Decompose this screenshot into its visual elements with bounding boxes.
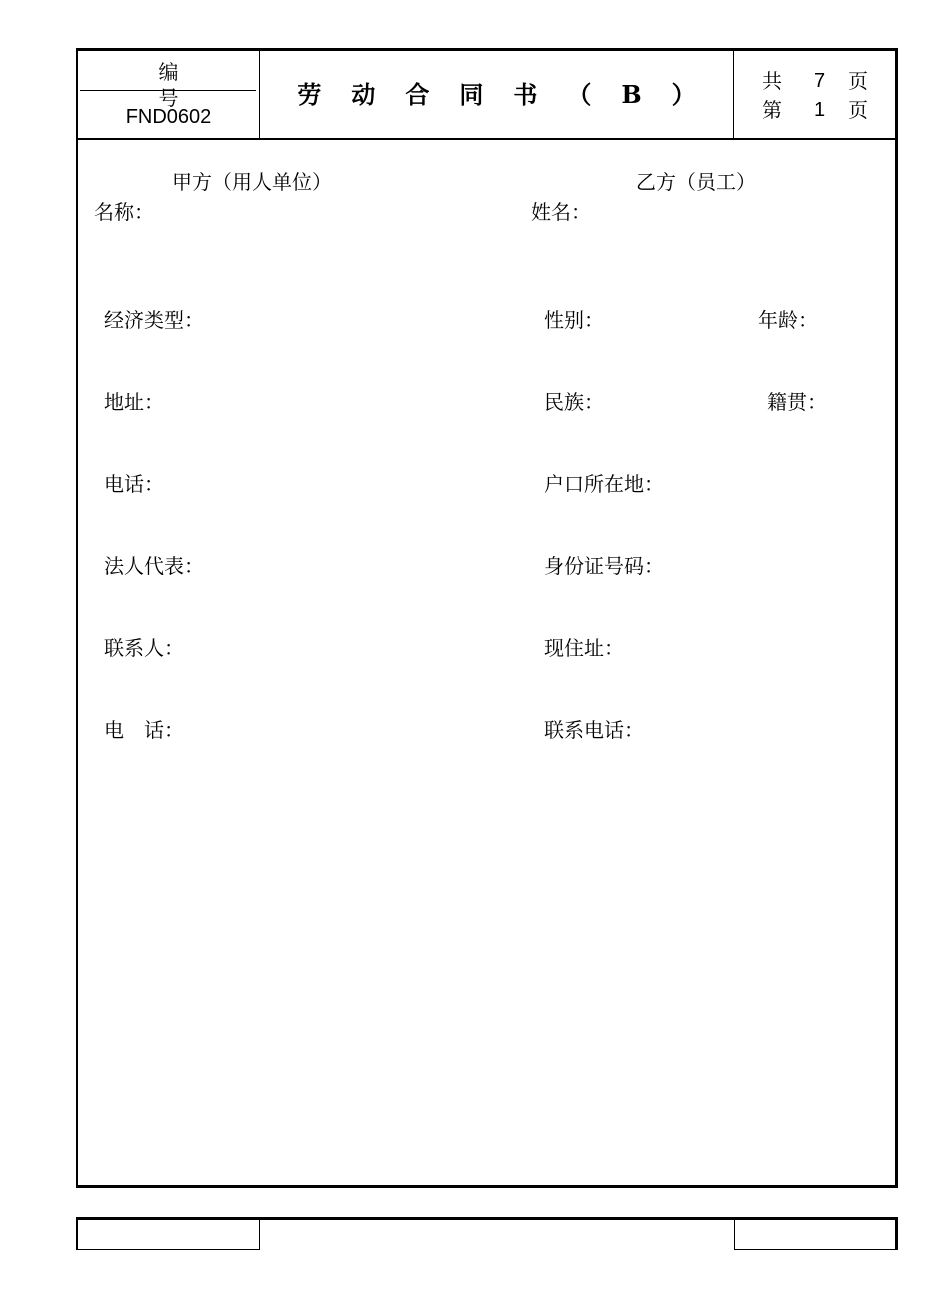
ethnicity-label: 民族：	[544, 390, 604, 414]
contact-person-label: 联系人：	[104, 636, 184, 660]
household-registration-label: 户口所在地：	[544, 472, 664, 496]
current-page-suffix: 页	[848, 98, 868, 122]
document-title: 劳动合同书（B）	[260, 51, 734, 138]
total-pages-row	[762, 68, 882, 94]
total-pages-suffix: 页	[848, 69, 868, 93]
native-place-label: 籍贯：	[767, 390, 827, 414]
party-b-heading: 乙方（员工）	[636, 170, 756, 194]
doc-number-label: 编 号	[158, 60, 219, 110]
legal-representative-label: 法人代表：	[104, 554, 204, 578]
current-page-prefix: 第	[762, 98, 782, 122]
party-a-heading: 甲方（用人单位）	[172, 170, 332, 194]
party-b-name-label: 姓名：	[531, 200, 591, 224]
current-page-value: 1	[814, 99, 826, 121]
gender-label: 性别：	[544, 308, 604, 332]
footer-right-cell	[734, 1220, 895, 1250]
party-a-phone-label: 电话：	[104, 472, 164, 496]
party-b-phone-label: 联系电话：	[544, 718, 644, 742]
doc-number-value: FND0602	[125, 106, 212, 128]
doc-number-cell	[78, 51, 260, 138]
footer-left-cell	[78, 1220, 260, 1250]
party-a-name-label: 名称：	[94, 200, 154, 224]
total-pages-prefix: 共	[762, 69, 782, 93]
total-pages-value: 7	[814, 70, 826, 92]
document-header	[76, 48, 898, 140]
age-label: 年龄：	[758, 308, 818, 332]
id-number-label: 身份证号码：	[544, 554, 664, 578]
document-footer	[76, 1217, 898, 1250]
contact-person-phone-label: 电 话：	[104, 718, 184, 742]
document-body	[76, 138, 898, 1188]
doc-number-divider	[80, 90, 256, 91]
party-a-address-label: 地址：	[104, 390, 164, 414]
current-page-row	[762, 97, 882, 123]
economic-type-label: 经济类型：	[104, 308, 204, 332]
current-address-label: 现住址：	[544, 636, 624, 660]
page-count-cell	[734, 51, 895, 138]
